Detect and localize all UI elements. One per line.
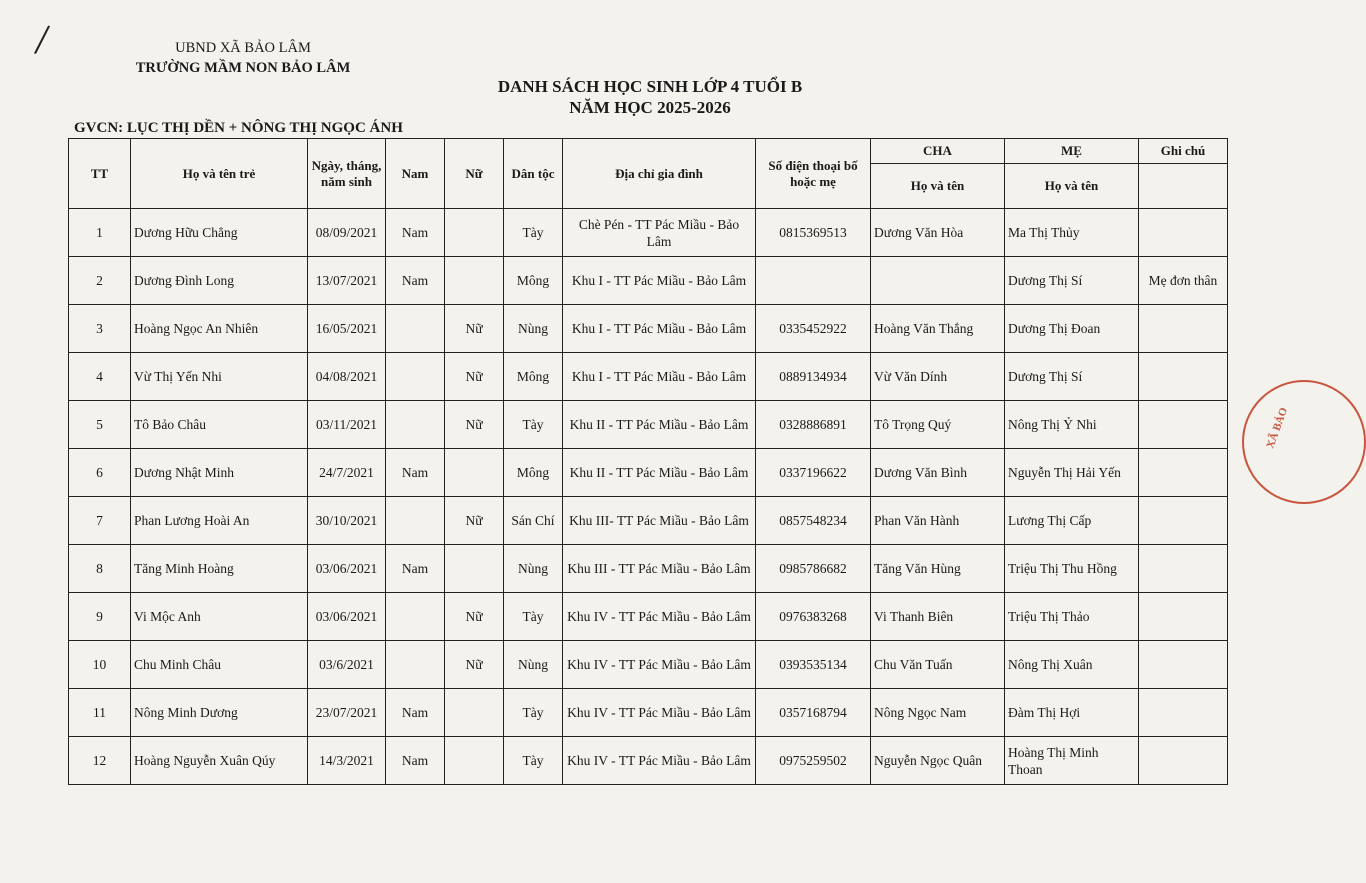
cell-address: Khu II - TT Pác Miầu - Bảo Lâm: [563, 401, 756, 449]
cell-address: Chè Pén - TT Pác Miầu - Bảo Lâm: [563, 209, 756, 257]
cell-tt: 7: [69, 497, 131, 545]
cell-note: [1139, 353, 1228, 401]
table-body: [69, 209, 1228, 785]
table-row: [69, 497, 1228, 545]
cell-female: [445, 545, 504, 593]
cell-father: Vi Thanh Biên: [871, 593, 1005, 641]
cell-address: Khu I - TT Pác Miầu - Bảo Lâm: [563, 353, 756, 401]
cell-dob: 14/3/2021: [308, 737, 386, 785]
cell-phone: 0337196622: [756, 449, 871, 497]
col-father-name: Họ và tên: [871, 164, 1005, 209]
cell-ethnic: Mông: [504, 353, 563, 401]
cell-dob: 23/07/2021: [308, 689, 386, 737]
cell-ethnic: Nùng: [504, 545, 563, 593]
cell-name: Nông Minh Dương: [131, 689, 308, 737]
cell-tt: 8: [69, 545, 131, 593]
cell-ethnic: Tày: [504, 209, 563, 257]
cell-name: Tô Bảo Châu: [131, 401, 308, 449]
cell-phone: 0857548234: [756, 497, 871, 545]
table-row: [69, 737, 1228, 785]
cell-name: Chu Minh Châu: [131, 641, 308, 689]
cell-father: Dương Văn Bình: [871, 449, 1005, 497]
cell-female: Nữ: [445, 353, 504, 401]
cell-tt: 6: [69, 449, 131, 497]
cell-note: [1139, 497, 1228, 545]
cell-mother: Dương Thị Sí: [1005, 257, 1139, 305]
cell-note: [1139, 737, 1228, 785]
cell-ethnic: Tày: [504, 689, 563, 737]
cell-dob: 04/08/2021: [308, 353, 386, 401]
cell-ethnic: Mông: [504, 257, 563, 305]
cell-female: [445, 257, 504, 305]
table-row: [69, 209, 1228, 257]
cell-mother: Đàm Thị Hợi: [1005, 689, 1139, 737]
cell-father: Tô Trọng Quý: [871, 401, 1005, 449]
cell-male: Nam: [386, 545, 445, 593]
col-name: Họ và tên trẻ: [131, 139, 308, 209]
cell-tt: 10: [69, 641, 131, 689]
col-mother-name: Họ và tên: [1005, 164, 1139, 209]
col-phone: Số điện thoại bố hoặc mẹ: [756, 139, 871, 209]
col-tt: TT: [69, 139, 131, 209]
cell-male: [386, 497, 445, 545]
homeroom-teachers: GVCN: LỤC THỊ DỀN + NÔNG THỊ NGỌC ÁNH: [74, 120, 403, 136]
cell-mother: Nông Thị Xuân: [1005, 641, 1139, 689]
col-male: Nam: [386, 139, 445, 209]
cell-female: Nữ: [445, 497, 504, 545]
cell-phone: 0985786682: [756, 545, 871, 593]
cell-male: Nam: [386, 209, 445, 257]
cell-note: [1139, 593, 1228, 641]
cell-address: Khu III- TT Pác Miầu - Bảo Lâm: [563, 497, 756, 545]
cell-mother: Ma Thị Thủy: [1005, 209, 1139, 257]
cell-mother: Nguyễn Thị Hải Yến: [1005, 449, 1139, 497]
col-address: Địa chỉ gia đình: [563, 139, 756, 209]
cell-tt: 3: [69, 305, 131, 353]
table-row: [69, 353, 1228, 401]
cell-male: [386, 305, 445, 353]
cell-note: [1139, 305, 1228, 353]
cell-mother: Lương Thị Cấp: [1005, 497, 1139, 545]
cell-tt: 9: [69, 593, 131, 641]
col-note-sub: [1139, 164, 1228, 209]
col-ethnic: Dân tộc: [504, 139, 563, 209]
cell-tt: 1: [69, 209, 131, 257]
cell-name: Dương Đình Long: [131, 257, 308, 305]
col-female: Nữ: [445, 139, 504, 209]
cell-note: [1139, 641, 1228, 689]
cell-tt: 12: [69, 737, 131, 785]
cell-address: Khu IV - TT Pác Miầu - Bảo Lâm: [563, 593, 756, 641]
cell-father: Tăng Văn Hùng: [871, 545, 1005, 593]
cell-female: [445, 689, 504, 737]
title-line-2: NĂM HỌC 2025-2026: [569, 98, 731, 117]
table-row: [69, 401, 1228, 449]
cell-ethnic: Nùng: [504, 305, 563, 353]
cell-address: Khu I - TT Pác Miầu - Bảo Lâm: [563, 257, 756, 305]
cell-mother: Hoàng Thị Minh Thoan: [1005, 737, 1139, 785]
cell-address: Khu II - TT Pác Miầu - Bảo Lâm: [563, 449, 756, 497]
cell-male: Nam: [386, 449, 445, 497]
cell-ethnic: Tày: [504, 401, 563, 449]
cell-phone: [756, 257, 871, 305]
organization-header: [118, 38, 368, 78]
cell-father: Nông Ngọc Nam: [871, 689, 1005, 737]
cell-tt: 11: [69, 689, 131, 737]
cell-ethnic: Nùng: [504, 641, 563, 689]
cell-note: [1139, 545, 1228, 593]
table-row: [69, 545, 1228, 593]
cell-address: Khu I - TT Pác Miầu - Bảo Lâm: [563, 305, 756, 353]
cell-phone: 0815369513: [756, 209, 871, 257]
cell-address: Khu IV - TT Pác Miầu - Bảo Lâm: [563, 737, 756, 785]
cell-name: Dương Nhật Minh: [131, 449, 308, 497]
col-dob: Ngày, tháng, năm sinh: [308, 139, 386, 209]
cell-ethnic: Mông: [504, 449, 563, 497]
cell-father: Hoàng Văn Thắng: [871, 305, 1005, 353]
cell-female: Nữ: [445, 593, 504, 641]
cell-mother: Dương Thị Đoan: [1005, 305, 1139, 353]
student-table: [68, 138, 1228, 785]
table-row: [69, 305, 1228, 353]
cell-note: [1139, 449, 1228, 497]
cell-note: Mẹ đơn thân: [1139, 257, 1228, 305]
cell-phone: 0335452922: [756, 305, 871, 353]
cell-tt: 4: [69, 353, 131, 401]
cell-name: Hoàng Ngọc An Nhiên: [131, 305, 308, 353]
cell-dob: 30/10/2021: [308, 497, 386, 545]
cell-father: Chu Văn Tuấn: [871, 641, 1005, 689]
cell-female: [445, 209, 504, 257]
cell-father: Phan Văn Hành: [871, 497, 1005, 545]
org-name: UBND XÃ BẢO LÂM: [175, 40, 311, 56]
cell-dob: 13/07/2021: [308, 257, 386, 305]
cell-father: Nguyễn Ngọc Quân: [871, 737, 1005, 785]
cell-male: [386, 401, 445, 449]
cell-name: Tăng Minh Hoàng: [131, 545, 308, 593]
document-title: [400, 76, 900, 118]
cell-name: Phan Lương Hoài An: [131, 497, 308, 545]
col-mother: MẸ: [1005, 139, 1139, 164]
cell-phone: 0976383268: [756, 593, 871, 641]
stamp-text: XÃ BẢO: [1264, 405, 1291, 451]
cell-address: Khu III - TT Pác Miầu - Bảo Lâm: [563, 545, 756, 593]
col-father: CHA: [871, 139, 1005, 164]
table-row: [69, 593, 1228, 641]
cell-tt: 2: [69, 257, 131, 305]
cell-father: Vừ Văn Dính: [871, 353, 1005, 401]
table-row: [69, 689, 1228, 737]
cell-dob: 16/05/2021: [308, 305, 386, 353]
cell-female: [445, 737, 504, 785]
cell-name: Vừ Thị Yến Nhi: [131, 353, 308, 401]
cell-male: Nam: [386, 737, 445, 785]
cell-phone: 0975259502: [756, 737, 871, 785]
cell-father: Dương Văn Hòa: [871, 209, 1005, 257]
table-row: [69, 641, 1228, 689]
cell-male: [386, 641, 445, 689]
cell-male: [386, 593, 445, 641]
cell-name: Vi Mộc Anh: [131, 593, 308, 641]
cell-name: Dương Hữu Chẳng: [131, 209, 308, 257]
official-stamp: [1242, 380, 1366, 504]
cell-mother: Dương Thị Sí: [1005, 353, 1139, 401]
cell-female: Nữ: [445, 641, 504, 689]
cell-female: [445, 449, 504, 497]
cell-female: Nữ: [445, 401, 504, 449]
cell-address: Khu IV - TT Pác Miầu - Bảo Lâm: [563, 689, 756, 737]
cell-note: [1139, 209, 1228, 257]
cell-dob: 03/11/2021: [308, 401, 386, 449]
cell-phone: 0393535134: [756, 641, 871, 689]
cell-dob: 03/06/2021: [308, 545, 386, 593]
cell-male: Nam: [386, 689, 445, 737]
cell-female: Nữ: [445, 305, 504, 353]
handwritten-mark: /: [32, 14, 52, 65]
cell-mother: Nông Thị Ỷ Nhi: [1005, 401, 1139, 449]
cell-ethnic: Tày: [504, 737, 563, 785]
cell-phone: 0328886891: [756, 401, 871, 449]
cell-note: [1139, 689, 1228, 737]
cell-tt: 5: [69, 401, 131, 449]
cell-note: [1139, 401, 1228, 449]
col-note: Ghi chú: [1139, 139, 1228, 164]
cell-male: [386, 353, 445, 401]
school-name: TRƯỜNG MẦM NON BẢO LÂM: [135, 60, 351, 76]
cell-dob: 08/09/2021: [308, 209, 386, 257]
cell-ethnic: Tày: [504, 593, 563, 641]
title-line-1: DANH SÁCH HỌC SINH LỚP 4 TUỔI B: [497, 77, 803, 96]
cell-dob: 24/7/2021: [308, 449, 386, 497]
cell-male: Nam: [386, 257, 445, 305]
cell-phone: 0357168794: [756, 689, 871, 737]
cell-dob: 03/6/2021: [308, 641, 386, 689]
table-row: [69, 449, 1228, 497]
cell-ethnic: Sán Chí: [504, 497, 563, 545]
cell-phone: 0889134934: [756, 353, 871, 401]
cell-father: [871, 257, 1005, 305]
cell-address: Khu IV - TT Pác Miầu - Bảo Lâm: [563, 641, 756, 689]
cell-dob: 03/06/2021: [308, 593, 386, 641]
cell-name: Hoàng Nguyễn Xuân Qúy: [131, 737, 308, 785]
table-row: [69, 257, 1228, 305]
cell-mother: Triệu Thị Thảo: [1005, 593, 1139, 641]
cell-mother: Triệu Thị Thu Hồng: [1005, 545, 1139, 593]
